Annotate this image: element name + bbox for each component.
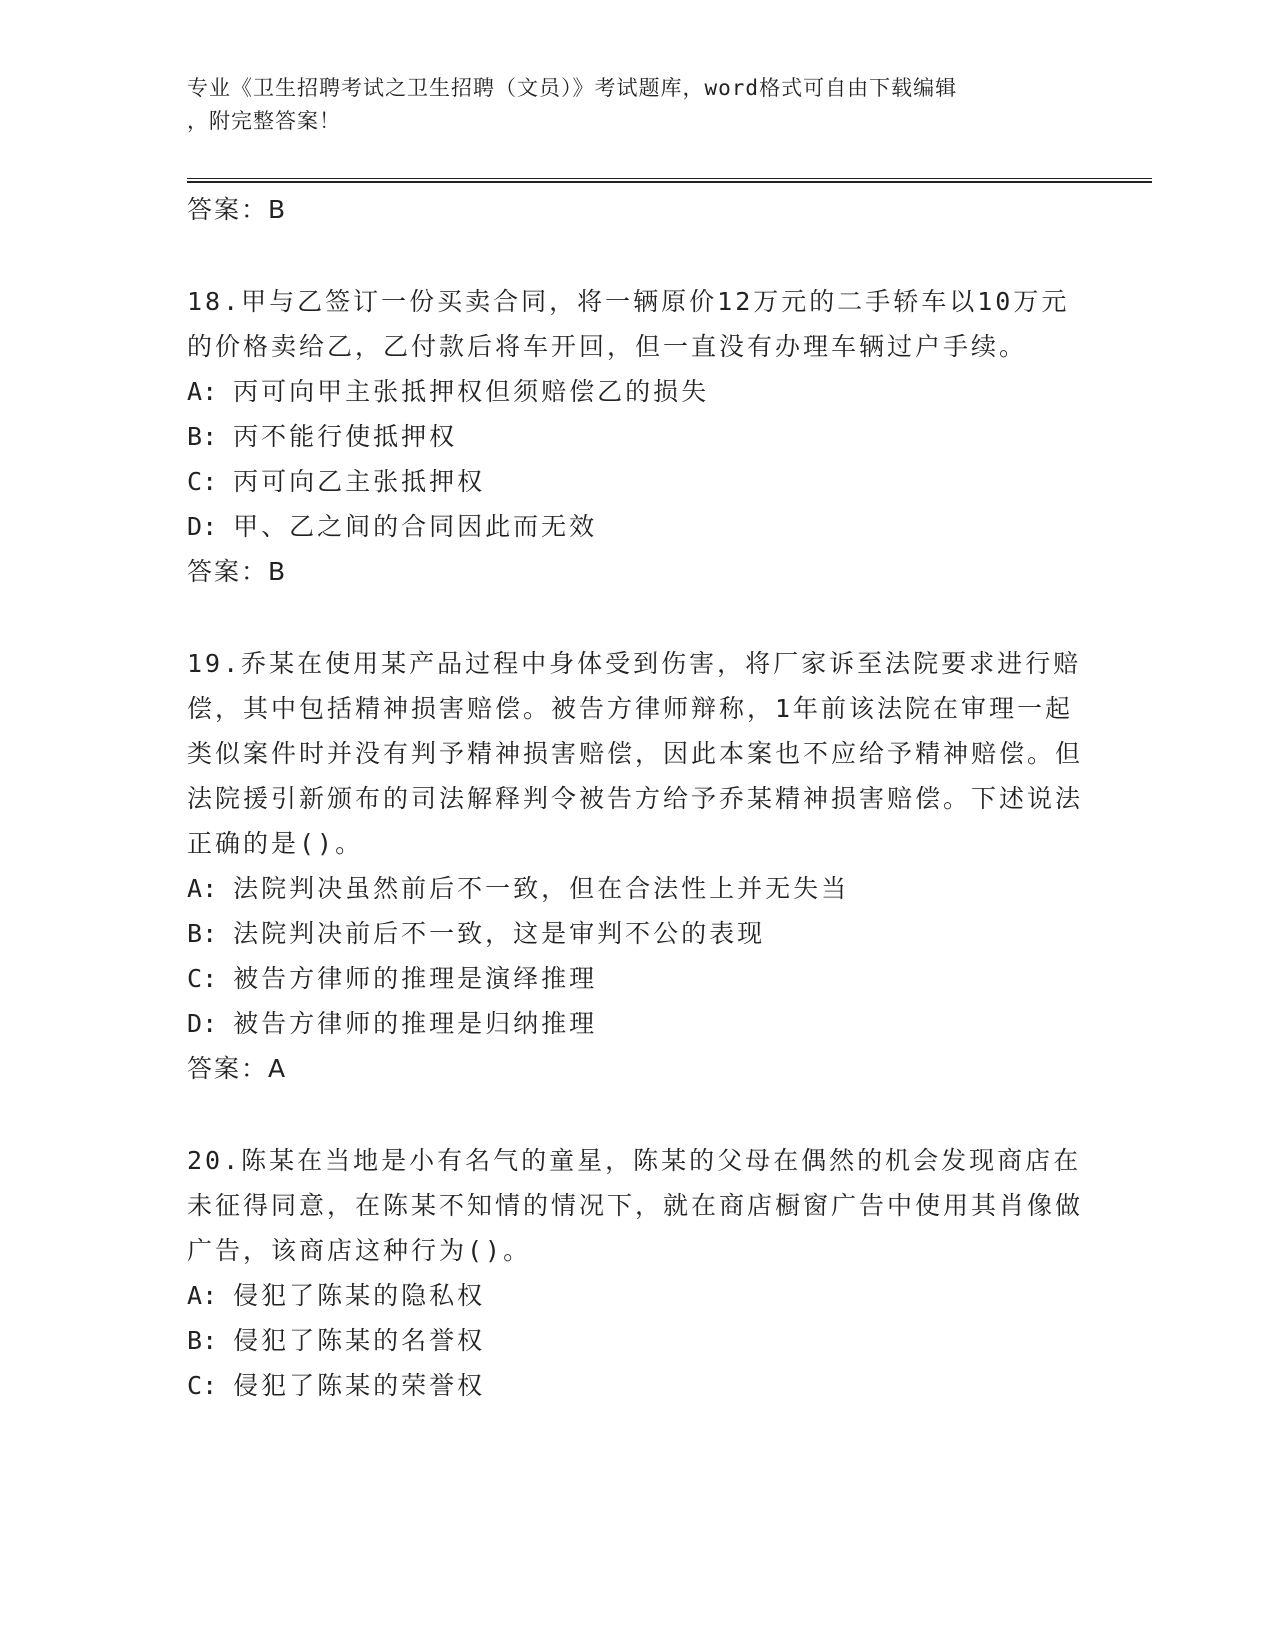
question-18 — [187, 279, 1087, 594]
option-b: B: 侵犯了陈某的名誉权 — [187, 1326, 486, 1355]
question-answer: 答案：A — [187, 1054, 288, 1083]
option-c: C: 丙可向乙主张抵押权 — [187, 467, 486, 496]
question-stem: 20.陈某在当地是小有名气的童星，陈某的父母在偶然的机会发现商店在未征得同意，在陈某不知情的情况下，就在商店橱窗广告中使用其肖像做广告，该商店这种行为()。 — [187, 1146, 1084, 1265]
option-c: C: 侵犯了陈某的荣誉权 — [187, 1371, 486, 1400]
option-d: D: 甲、乙之间的合同因此而无效 — [187, 512, 598, 541]
question-stem: 18.甲与乙签订一份买卖合同，将一辆原价12万元的二手轿车以10万元的价格卖给乙，乙付款后将车开回，但一直没有办理车辆过户手续。 — [187, 287, 1070, 361]
option-b: B: 法院判决前后不一致，这是审判不公的表现 — [187, 919, 766, 948]
header-line-2: ，附完整答案！ — [187, 109, 341, 133]
header-divider — [187, 178, 1152, 183]
option-a: A: 法院判决虽然前后不一致，但在合法性上并无失当 — [187, 874, 850, 903]
question-list — [187, 187, 1087, 1408]
previous-answer: 答案：B — [187, 195, 288, 224]
question-answer: 答案：B — [187, 557, 288, 586]
page-header — [187, 72, 1067, 138]
question-stem: 19.乔某在使用某产品过程中身体受到伤害，将厂家诉至法院要求进行赔偿，其中包括精神损害赔偿。被告方律师辩称，1年前该法院在审理一起类似案件时并没有判予精神损害赔偿，因此本案也不应给予精神赔偿。但法院援引新颁布的司法解释判令被告方给予乔某精神损害赔偿。下述说法正确的是()。 — [187, 649, 1084, 858]
header-line-1: 专业《卫生招聘考试之卫生招聘（文员）》考试题库，word格式可自由下载编辑 — [187, 76, 958, 100]
option-a: A: 丙可向甲主张抵押权但须赔偿乙的损失 — [187, 377, 710, 406]
option-b: B: 丙不能行使抵押权 — [187, 422, 458, 451]
question-19 — [187, 641, 1087, 1091]
option-c: C: 被告方律师的推理是演绎推理 — [187, 964, 598, 993]
option-a: A: 侵犯了陈某的隐私权 — [187, 1281, 486, 1310]
option-d: D: 被告方律师的推理是归纳推理 — [187, 1009, 598, 1038]
question-20 — [187, 1138, 1087, 1408]
